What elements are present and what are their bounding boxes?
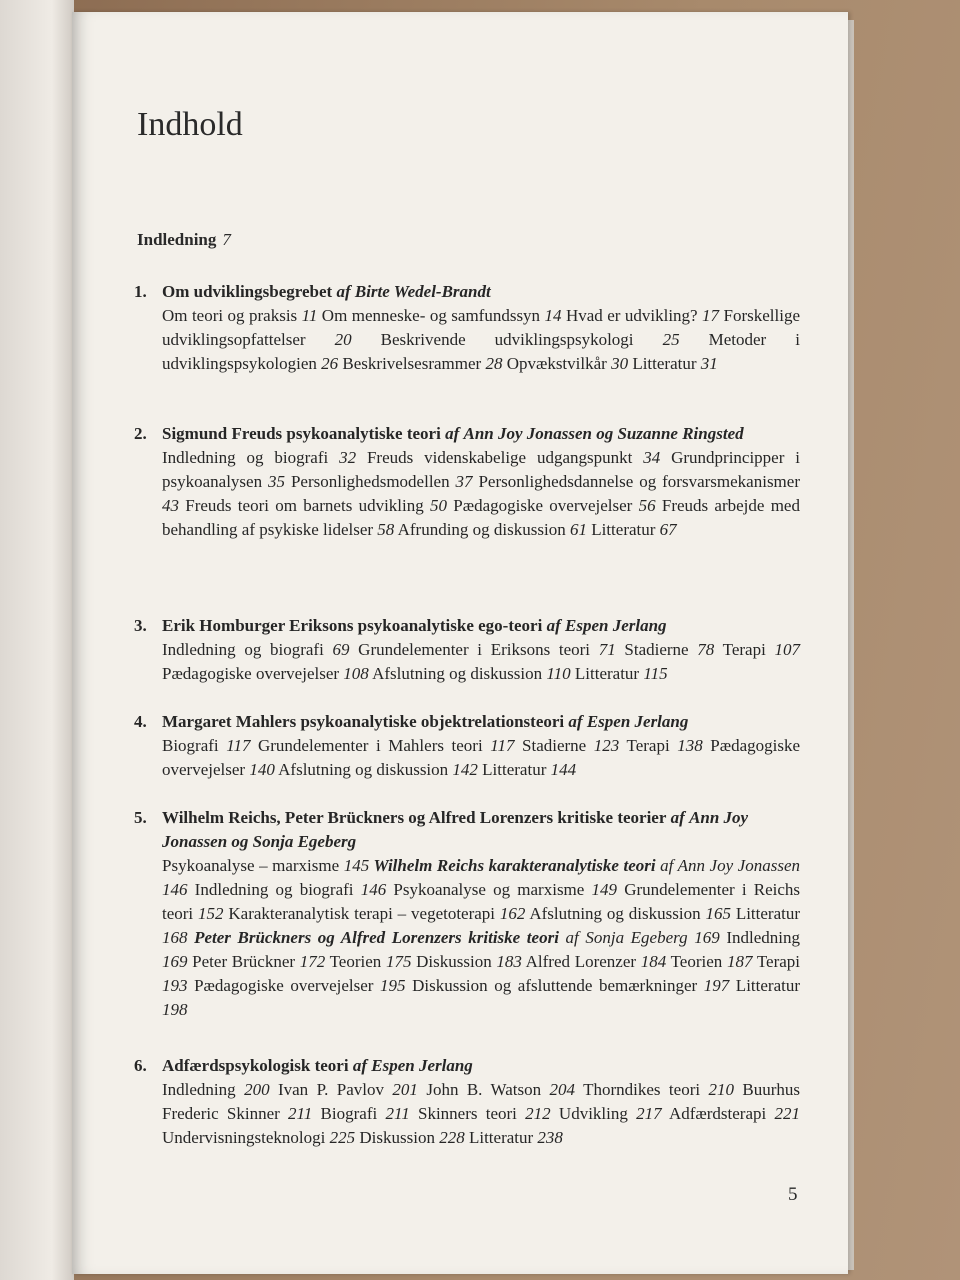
section-text: Afslutning og diskussion <box>274 760 453 779</box>
section-text: Litteratur <box>729 976 800 995</box>
toc-entry <box>134 710 800 782</box>
section-text: Psykoanalyse og marxisme <box>386 880 592 899</box>
section-text: Thorndikes teori <box>575 1080 709 1099</box>
section-text: Diskussion <box>411 952 497 971</box>
entry-by: af <box>352 1056 367 1075</box>
page-ref: 138 <box>677 736 703 755</box>
toc-entry-2 <box>134 422 800 542</box>
section-text: Pædagogiske overvejelser <box>162 736 801 779</box>
page-ref: 123 <box>593 736 620 755</box>
section-text: Udvikling <box>550 1104 637 1123</box>
section-text: Forskellige udviklingsopfattelser <box>162 306 800 349</box>
entry-author: Espen Jerlang <box>371 1056 473 1075</box>
section-text: Beskrivelsesrammer <box>338 354 486 373</box>
page-ref: 238 <box>537 1128 563 1147</box>
section-text: Freuds teori om barnets udvikling <box>179 496 431 515</box>
section-text: Adfærdsterapi <box>661 1104 775 1123</box>
page-ref: 78 <box>697 640 715 659</box>
entry-title: Erik Homburger Eriksons psykoanalytiske ego-teori <box>162 616 543 635</box>
entry-author: Birte Wedel-Brandt <box>354 282 491 301</box>
section-text: Grundelementer i Mahlers teori <box>250 736 491 755</box>
entry-title: Sigmund Freuds psykoanalytiske teori <box>162 424 441 443</box>
page-ref: 184 <box>640 952 667 971</box>
page-ref: 169 <box>162 952 188 971</box>
section-text: Indledning <box>162 1080 245 1099</box>
section-text: Afslutning og diskussion <box>368 664 547 683</box>
toc-entry-4 <box>134 710 800 782</box>
entry-by: af <box>568 712 583 731</box>
entry-author: Espen Jerlang <box>586 712 689 731</box>
section-text: Terapi <box>619 736 678 755</box>
page-ref: 26 <box>321 354 339 373</box>
section-text: Biografi <box>162 736 227 755</box>
entry-title: Wilhelm Reichs, Peter Brückners og Alfred Lorenzers kritiske teorier <box>162 808 667 827</box>
page-ref: 195 <box>380 976 406 995</box>
section-text: Pædagogiske overvejelser <box>187 976 381 995</box>
entry-number: 1. <box>134 282 147 301</box>
toc-entry-1 <box>134 280 800 376</box>
section-text: Freuds videnskabelige udgangspunkt <box>356 448 644 467</box>
section-text: Personlighedsdannelse og forsvarsmekanismer <box>472 472 800 491</box>
entry-title: Adfærdspsykologisk teori <box>162 1056 349 1075</box>
page-ref: 32 <box>339 448 357 467</box>
page-ref: 34 <box>643 448 661 467</box>
entry-number: 4. <box>134 712 147 731</box>
entry-contents <box>162 854 800 1022</box>
section-text: Teorien <box>325 952 386 971</box>
toc-entry-6 <box>134 1054 800 1150</box>
entry-by: af <box>336 282 351 301</box>
entry-contents <box>162 304 800 376</box>
page-ref: 50 <box>430 496 448 515</box>
section-text: Psykoanalyse – marxisme <box>162 856 344 875</box>
page-ref: 183 <box>496 952 522 971</box>
entry-number: 5. <box>134 808 147 827</box>
entry-title: Margaret Mahlers psykoanalytiske objektrelationsteori <box>162 712 565 731</box>
section-text: Grundelementer i Eriksons teori <box>349 640 599 659</box>
page-ref: 140 <box>249 760 275 779</box>
toc-entry <box>134 422 800 542</box>
section-text: Indledning og biografi <box>162 640 333 659</box>
page-ref: 200 <box>244 1080 270 1099</box>
entry-author: Espen Jerlang <box>565 616 667 635</box>
page-ref: 146 <box>162 880 188 899</box>
entry-heading <box>162 280 800 304</box>
page-ref: 146 <box>360 880 387 899</box>
page-ref: 11 <box>301 306 318 325</box>
entry-by: af <box>445 424 460 443</box>
page-ref: 31 <box>700 354 718 373</box>
entry-contents <box>162 734 800 782</box>
toc-entry <box>134 1054 800 1150</box>
section-text: Terapi <box>752 952 800 971</box>
section-text: John B. Watson <box>417 1080 550 1099</box>
page-ref: 58 <box>377 520 395 539</box>
page-ref: 201 <box>392 1080 418 1099</box>
page-ref: 152 <box>198 904 224 923</box>
section-text: Afrunding og diskussion <box>394 520 570 539</box>
page-ref: 210 <box>708 1080 734 1099</box>
page-ref: 211 <box>288 1104 313 1123</box>
page-ref: 69 <box>332 640 350 659</box>
page-ref: 117 <box>490 736 515 755</box>
section-text: Biografi <box>312 1104 386 1123</box>
page-ref: 228 <box>439 1128 465 1147</box>
entry-contents <box>162 446 800 542</box>
section-text: Skinners teori <box>409 1104 526 1123</box>
section-text: Pædagogiske overvejelser <box>447 496 639 515</box>
page-ref: 28 <box>485 354 503 373</box>
entry-title: Om udviklingsbegrebet <box>162 282 333 301</box>
entry-heading <box>162 614 800 638</box>
page-ref: 145 <box>343 856 370 875</box>
entry-contents <box>162 1078 800 1150</box>
entry-author: Ann Joy Jonassen og Suzanne Ringsted <box>463 424 744 443</box>
section-text: Alfred Lorenzer <box>521 952 641 971</box>
entry-number: 3. <box>134 616 147 635</box>
section-text: Litteratur <box>570 664 644 683</box>
section-text: Ivan P. Pavlov <box>269 1080 393 1099</box>
section-text: Indledning og biografi <box>162 448 340 467</box>
page-ref: af Sonja Egeberg <box>558 928 695 947</box>
section-text: Stadierne <box>615 640 698 659</box>
page-ref: 142 <box>452 760 478 779</box>
toc-entry <box>134 806 800 1022</box>
section-text: Indledning <box>719 928 801 947</box>
entry-heading <box>162 710 800 734</box>
entry-author: Ann Joy Jonassen og Sonja Egeberg <box>162 808 749 851</box>
page-number: 5 <box>788 1184 798 1205</box>
page-ref: 165 <box>705 904 731 923</box>
section-text: Buurhus Frederic Skinner <box>162 1080 801 1123</box>
section-text: Undervisningsteknologi <box>162 1128 330 1147</box>
page-ref: 35 <box>268 472 286 491</box>
page-ref: 197 <box>703 976 730 995</box>
page-ref: 212 <box>525 1104 551 1123</box>
page-ref: af Ann Joy Jonassen <box>655 856 801 875</box>
page-ref: 144 <box>550 760 577 779</box>
toc-entry-5 <box>134 806 800 1022</box>
section-text: Indledning og biografi <box>187 880 361 899</box>
section-text: Pædagogiske overvejelser <box>162 664 344 683</box>
section-text: Litteratur <box>730 904 801 923</box>
section-text: Stadierne <box>514 736 594 755</box>
page-ref: 198 <box>162 1000 188 1019</box>
page-ref: 43 <box>162 496 179 515</box>
section-text: Hvad er udvikling? <box>561 306 703 325</box>
page-ref: 20 <box>334 330 352 349</box>
section-text: Opvækstvilkår <box>502 354 612 373</box>
page-ref: 107 <box>774 640 801 659</box>
section-text: Afslutning og diskussion <box>525 904 706 923</box>
section-text: Diskussion <box>355 1128 440 1147</box>
section-text: Litteratur <box>586 520 660 539</box>
entry-by: af <box>546 616 561 635</box>
entry-number: 2. <box>134 424 147 443</box>
section-text: Om teori og praksis <box>162 306 302 325</box>
section-text: Beskrivende udviklingspsykologi <box>351 330 663 349</box>
page-ref: 217 <box>636 1104 662 1123</box>
page-ref: 225 <box>329 1128 356 1147</box>
page-ref: 110 <box>546 664 571 683</box>
page-ref: 71 <box>598 640 616 659</box>
page-ref: 117 <box>226 736 251 755</box>
section-text: Litteratur <box>464 1128 538 1147</box>
section-text: Om menneske- og samfundssyn <box>317 306 545 325</box>
toc-entry-3 <box>134 614 800 686</box>
section-text: Terapi <box>714 640 775 659</box>
page-ref: 115 <box>643 664 668 683</box>
section-text: Peter Brückner <box>187 952 300 971</box>
entry-heading <box>162 1054 800 1078</box>
entry-contents <box>162 638 800 686</box>
page-ref: 172 <box>299 952 326 971</box>
intro-entry <box>137 230 231 250</box>
page-ref: 211 <box>385 1104 410 1123</box>
section-text: Freuds arbejde med behandling af psykiske lidelser <box>162 496 800 539</box>
toc-entry <box>134 280 800 376</box>
section-text: Metoder i udviklingspsykologien <box>162 330 800 373</box>
section-text: Grundelementer i Reichs teori <box>162 880 800 923</box>
page-ref: 14 <box>544 306 562 325</box>
page-title: Indhold <box>137 106 243 143</box>
entry-heading <box>162 422 800 446</box>
section-text: Litteratur <box>477 760 551 779</box>
entry-by: af <box>670 808 685 827</box>
section-subheading: Wilhelm Reichs karakteranalytiske teori <box>369 856 656 875</box>
toc-entry <box>134 614 800 686</box>
page-ref: 25 <box>662 330 680 349</box>
page-ref: 187 <box>726 952 753 971</box>
entry-heading <box>162 806 800 854</box>
page-ref: 221 <box>774 1104 800 1123</box>
page-ref: 162 <box>499 904 526 923</box>
page-ref: 61 <box>569 520 587 539</box>
page-ref: 193 <box>162 976 188 995</box>
section-text: Grundprincipper i psykoanalysen <box>162 448 800 491</box>
page-ref: 30 <box>611 354 629 373</box>
page-ref: 175 <box>385 952 412 971</box>
entry-number: 6. <box>134 1056 147 1075</box>
section-subheading: Peter Brückners og Alfred Lorenzers kritiske teori <box>187 928 559 947</box>
intro-label: Indledning <box>137 230 217 249</box>
page-ref: 204 <box>549 1080 575 1099</box>
section-text: Teorien <box>666 952 727 971</box>
section-text: Karakteranalytisk terapi – vegetoterapi <box>223 904 500 923</box>
page-ref: 168 <box>162 928 188 947</box>
page-ref: 56 <box>638 496 656 515</box>
section-text: Diskussion og afsluttende bemærkninger <box>405 976 704 995</box>
page-ref: 17 <box>702 306 720 325</box>
page-ref: 108 <box>343 664 369 683</box>
page-ref: 169 <box>694 928 720 947</box>
section-text: Litteratur <box>628 354 701 373</box>
page-ref: 149 <box>591 880 618 899</box>
page-ref: 67 <box>659 520 677 539</box>
section-text: Personlighedsmodellen <box>285 472 456 491</box>
intro-page: 7 <box>222 230 231 249</box>
left-page-edge <box>0 0 74 1280</box>
page-ref: 37 <box>455 472 473 491</box>
